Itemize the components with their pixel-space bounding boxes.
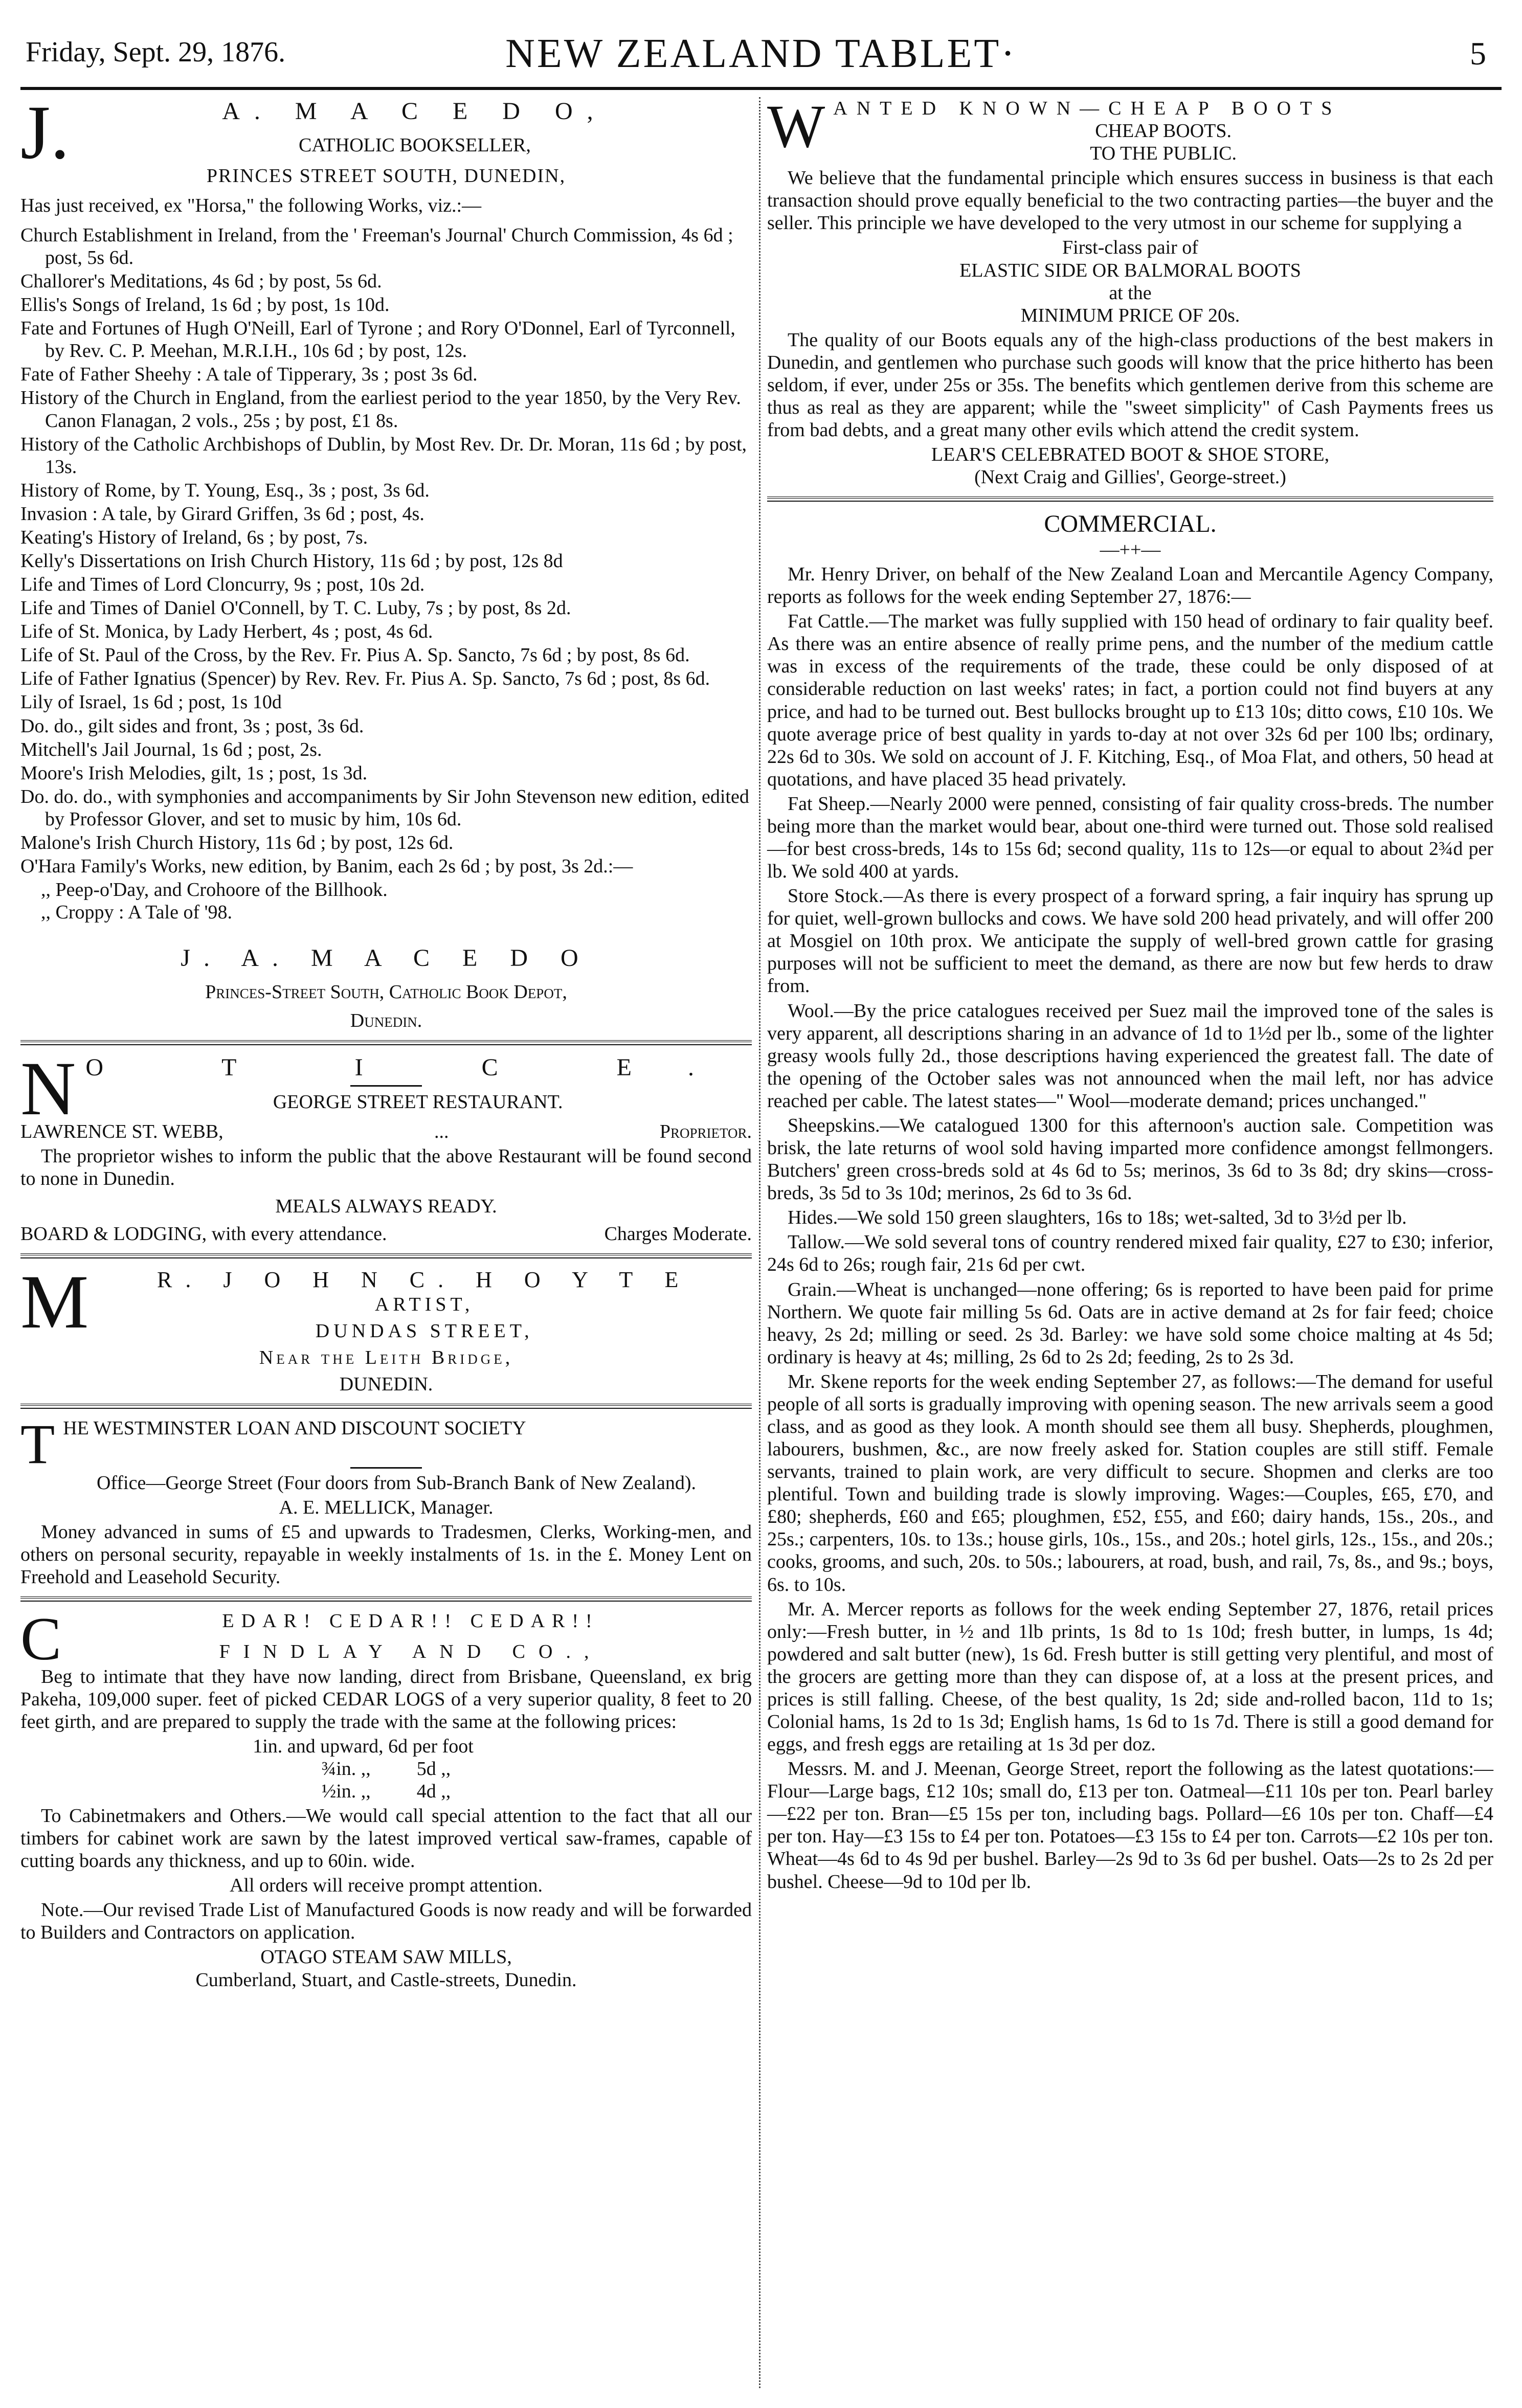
drop-cap-n: N: [20, 1046, 76, 1132]
macedo-role: CATHOLIC BOOKSELLER,: [298, 134, 531, 156]
column-separator: [759, 97, 760, 2388]
left-column: [20, 90, 752, 1991]
divider: [20, 1404, 752, 1409]
list-item: Challorer's Meditations, 4s 6d ; by post, 5s 6d.: [20, 271, 382, 292]
commercial-paragraph: Mr. Skene reports for the week ending September 27, as follows:—The demand for useful people of all sorts is gradually improving with opening season. The new arrivals seem a good class, and as good as they look. A month should see them all busy. Shepherds, ploughmen, labourers, bushmen, &c., are now freely asked for. Station couples are still stiff. Female servants, trained to plain work, are very difficult to secure. Shopmen and clerks are too plentiful. Town and building trade is slowly improving. Wages:—Couples, £65, £70, and £80; shepherds, £60 and £65; ploughmen, £52, £55, and £60; dairy hands, 15s., 20s., and 25s.; carpenters, 10s. to 13s.; house girls, 10s., 15s., and 20s.; hotel girls, 12s., 15s., and 20s.; cooks, grooms, and such, 20s. to 50s.; labourers, at road, bush, and rail, 7s, 8s., and 9s.; boys, 6s. to 10s.: [767, 1370, 1493, 1595]
hoyte-heading: R. J O H N C. H O Y T E: [157, 1267, 692, 1293]
list-item: Life and Times of Lord Cloncurry, 9s ; post, 10s 2d.: [20, 574, 425, 596]
list-item: Malone's Irish Church History, 11s 6d ; by post, 12s 6d.: [20, 831, 454, 853]
list-item: Church Establishment in Ireland, from the ' Freeman's Journal' Church Commission, 4s 6d ; post, 5s 6d.: [20, 224, 733, 268]
drop-cap-c: C: [20, 1605, 62, 1673]
ornament: —++—: [1100, 539, 1161, 560]
boots-cheap: CHEAP BOOTS.: [1095, 120, 1232, 142]
boots-store: LEAR'S CELEBRATED BOOT & SHOE STORE,: [931, 444, 1330, 466]
boots-heading: ANTED KNOWN—CHEAP BOOTS: [833, 98, 1341, 119]
macedo-footer-address: Princes-Street South, Catholic Book Depot,: [205, 981, 567, 1003]
price-value: 4d ,,: [416, 1780, 451, 1802]
board-line: [20, 1223, 752, 1245]
boots-para-1: We believe that the fundamental principle which ensures success in business is that each transaction should prove equally beneficial to the two contracting parties—the buyer and the seller. This principle we have developed to the very utmost in our scheme for supplying a: [767, 167, 1493, 234]
commercial-paragraph: Grain.—Wheat is unchanged—none offering; 6s is reported to have been paid for prime Northern. We quote fair milling 5s 6d. Oats are in active demand at 2s for fair feed; choice heavy, 2s 2d; milling or seed. 2s 3d. Barley: we have sold some choice malting at 4s 5d; ordinary is heavy at 4s; milling, 2s 6d to 2s 2d; feeding, 2s to 2s 3d.: [767, 1278, 1493, 1368]
drop-cap-m: M: [20, 1259, 89, 1345]
list-item: Fate and Fortunes of Hugh O'Neill, Earl of Tyrone ; and Rory O'Donnel, Earl of Tyrconnell, by Rev. C. P. Meehan, M.R.I.H., 10s 6d ; by post, 12s.: [20, 318, 735, 362]
divider: [350, 1467, 422, 1469]
notice-heading: O T I C E.: [85, 1054, 750, 1082]
commercial-paragraph: Wool.—By the price catalogues received per Suez mail the improved tone of the sales is very apparent, all descriptions sharing in an advance of 1d to 1½d per lb., some of the lighter greasy wools fully 2d., those descriptions having experienced the greatest fall. The date of the opening of the October sales was not announced when the mail left, nor has advice reached per cable. The latest states—" Wool—moderate demand; prices unchanged.": [767, 1000, 1493, 1112]
hoyte-advert: [20, 1259, 752, 1395]
macedo-address: PRINCES STREET SOUTH, DUNEDIN,: [206, 165, 566, 187]
commercial-paragraph: Fat Sheep.—Nearly 2000 were penned, consisting of fair quality cross-breds. The number being more than the market would bear, about one-third were turned out. Those sold realised—for best cross-breds, 14s to 15s 6d; second quality, 11s to 12s—or equal to about 2¾d per lb. We sold 400 at yards.: [767, 793, 1493, 883]
list-item: Life of St. Monica, by Lady Herbert, 4s ; post, 4s 6d.: [20, 621, 433, 643]
list-item: Ellis's Songs of Ireland, 1s 6d ; by post, 1s 10d.: [20, 294, 390, 316]
charges-text: Charges Moderate.: [604, 1223, 752, 1245]
newspaper-title: NEW ZEALAND TABLET·: [505, 31, 1017, 76]
macedo-advert: [20, 90, 752, 1032]
page-number: 5: [1470, 35, 1486, 72]
cedar-mills: OTAGO STEAM SAW MILLS,: [260, 1946, 512, 1968]
masthead: [20, 31, 1502, 77]
divider: [20, 1253, 752, 1258]
list-item: Mitchell's Jail Journal, 1s 6d ; post, 2s.: [20, 738, 322, 760]
price-size: ¾in. ,,: [321, 1758, 371, 1780]
boots-elastic: ELASTIC SIDE OR BALMORAL BOOTS: [959, 259, 1301, 281]
divider: [20, 1596, 752, 1602]
list-item: Life and Times of Daniel O'Connell, by T. C. Luby, 7s ; by post, 8s 2d.: [20, 597, 571, 619]
commercial-paragraph: Store Stock.—As there is every prospect of a forward spring, a fair inquiry has sprung up for quiet, well-grown bullocks and cows. We have sold 200 head privately, and will offer 200 at Mosgiel on 10th prox. We anticipate the supply of well-bred grown cattle for grasing purposes will not be sufficient to meet the demand, as there are now but few herds to draw from.: [767, 885, 1493, 997]
cedar-cabinet: To Cabinetmakers and Others.—We would call special attention to the fact that all our timbers for cabinet work are sawn by the latest improved vertical saw-frames, capable of cutting boards any thickness, and up to 60in. wide.: [20, 1805, 752, 1872]
price-row: [20, 1735, 752, 1758]
macedo-footer-name: J. A. M A C E D O: [181, 944, 592, 972]
commercial-paragraph: Messrs. M. and J. Meenan, George Street, report the following as the latest quotations:—Flour—Large bags, £12 10s; small do, £13 per ton. Oatmeal—£11 10s per ton. Pearl barley—£22 per ton. Bran—£5 15s per ton, including bags. Pollard—£6 10s per ton. Chaff—£4 per ton. Hay—£3 15s to £4 per ton. Potatoes—£3 15s to £4 per ton. Carrots—£2 10s per ton. Wheat—4s 6d to 4s 9d per bushel. Barley—2s 9d to 3s 6d per bushel. Oats—2s to 2s 2d per bushel. Cheese—9d to 10d per lb.: [767, 1758, 1493, 1893]
hoyte-street: DUNDAS STREET,: [315, 1320, 533, 1342]
list-item: Life of Father Ignatius (Spencer) by Rev. Rev. Fr. Pius A. Sp. Sancto, 7s 6d ; post, 8s 6d.: [20, 668, 710, 690]
list-subitem: ,, Peep-o'Day, and Crohoore of the Billhook.: [41, 879, 388, 901]
list-item: Life of St. Paul of the Cross, by the Rev. Fr. Pius A. Sp. Sancto, 7s 6d ; by post, 8s 6d.: [20, 644, 690, 666]
proprietor-label: Proprietor.: [659, 1121, 752, 1143]
cedar-advert: [20, 1605, 752, 1991]
right-column: [767, 92, 1493, 1895]
issue-date: Friday, Sept. 29, 1876.: [26, 36, 286, 68]
board-text: BOARD & LODGING, with every attendance.: [20, 1223, 387, 1245]
meals-line: MEALS ALWAYS READY.: [275, 1196, 497, 1218]
list-item: Invasion : A tale, by Girard Griffen, 3s 6d ; post, 4s.: [20, 503, 424, 525]
commercial-paragraph: Tallow.—We sold several tons of country rendered mixed fair quality, £27 to £30; inferior, 24s 6d to 26s; rough fair, 21s 6d per cwt.: [767, 1231, 1493, 1276]
boots-at: at the: [1109, 282, 1152, 304]
restaurant-name: GEORGE STREET RESTAURANT.: [273, 1091, 563, 1113]
commercial-heading: COMMERCIAL.: [1044, 510, 1217, 538]
boots-first: First-class pair of: [1062, 237, 1198, 259]
hoyte-near: Near the Leith Bridge,: [259, 1346, 513, 1368]
list-item: Moore's Irish Melodies, gilt, 1s ; post, 1s 3d.: [20, 762, 368, 784]
westminster-heading: HE WESTMINSTER LOAN AND DISCOUNT SOCIETY: [63, 1417, 526, 1439]
boots-public: TO THE PUBLIC.: [1090, 143, 1237, 165]
boots-minimum: MINIMUM PRICE OF 20s.: [1020, 304, 1240, 326]
price-size: ½in. ,,: [321, 1780, 371, 1802]
drop-cap-w: W: [767, 92, 825, 160]
cedar-address: Cumberland, Stuart, and Castle-streets, Dunedin.: [195, 1969, 577, 1991]
westminster-advert: [20, 1412, 752, 1589]
list-item: Lily of Israel, 1s 6d ; post, 1s 10d: [20, 691, 282, 713]
cedar-note: Note.—Our revised Trade List of Manufactured Goods is now ready and will be forwarded to Builders and Contractors on application.: [20, 1899, 752, 1944]
hoyte-city: DUNEDIN.: [339, 1373, 433, 1395]
divider: [350, 1085, 422, 1087]
list-item: Fate of Father Sheehy : A tale of Tipperary, 3s ; post 3s 6d.: [20, 364, 478, 386]
price-row: [20, 1758, 752, 1780]
proprietor-line: [20, 1120, 752, 1143]
cedar-heading: EDAR! CEDAR!! CEDAR!!: [222, 1610, 599, 1632]
commercial-paragraph: Mr. A. Mercer reports as follows for the week ending September 27, 1876, retail prices only:—Fresh butter, in ½ and 1lb prints, 1s 8d to 1s 10d; fresh butter, in lumps, 1s 4d; powdered and salt butter (new), 1s 6d. Fresh butter is still getting very plentiful, and most of the grocers are getting more than they can dispose of, at a loss at the present prices, and prices is still falling. Cheese, of the best quality, 1s 2d; side and-rolled bacon, 11d to 1s; Colonial hams, 1s 2d to 1s 3d; English hams, 1s 6d to 1s 7d. There is still a good demand for eggs, and fresh eggs are retailing at 1s 3d per doz.: [767, 1598, 1493, 1756]
list-item: Do. do. do., with symphonies and accompaniments by Sir John Stevenson new edition, edited by Professor Glover, and set to music by him, 10s 6d.: [20, 785, 749, 830]
list-item: Do. do., gilt sides and front, 3s ; post, 3s 6d.: [20, 715, 364, 737]
macedo-name: A. M A C E D O,: [222, 98, 608, 125]
masthead-rule: [20, 87, 1502, 90]
drop-cap-j: J.: [20, 90, 70, 175]
list-subitem: ,, Croppy : A Tale of '98.: [41, 902, 232, 924]
boots-para-2: The quality of our Boots equals any of the high-class productions of the best makers in Dunedin, and gentlemen who purchase such goods will know that the price hitherto has been seldom, if ever, under 25s or 35s. The benefits which gentlemen derive from this scheme are thus as real as they are apparent; while the "sweet simplicity" of Cash Payments frees us from bad debts, and a great many other evils which attend the credit system.: [767, 329, 1493, 441]
commercial-paragraph: Hides.—We sold 150 green slaughters, 16s to 18s; wet-salted, 3d to 3½d per lb.: [788, 1207, 1407, 1229]
commercial-paragraph: Mr. Henry Driver, on behalf of the New Zealand Loan and Mercantile Agency Company, reports as follows for the week ending September 27, 1876:—: [767, 564, 1493, 608]
westminster-body: Money advanced in sums of £5 and upwards to Tradesmen, Clerks, Working-men, and others on personal security, repayable in weekly instalments of 1s. in the £. Money Lent on Freehold and Leasehold Security.: [20, 1521, 752, 1588]
commercial-paragraph: Sheepskins.—We catalogued 1300 for this afternoon's auction sale. Competition was brisk, the late returns of wool sold having imparted more confidence amongst fellmongers. Butchers' green cross-breds sold at 4s 6d to 5s; merinos, 3s 6d to 3s 8d; dry skins—cross-breds, 3s 5d to 3s 10d; merinos, 2s 6d to 3s 6d.: [767, 1114, 1493, 1204]
cedar-firm: FINDLAY AND CO.,: [219, 1641, 602, 1663]
cedar-orders: All orders will receive prompt attention.: [229, 1875, 543, 1897]
list-item: History of the Church in England, from the earliest period to the year 1850, by the Very Rev. Canon Flanagan, 2 vols., 25s ; by post, £1 8s.: [20, 387, 741, 432]
divider: [20, 1040, 752, 1045]
cedar-body: Beg to intimate that they have now landing, direct from Brisbane, Queensland, ex brig Pakeha, 109,000 super. feet of picked CEDAR LOGS of a very superior quality, 8 feet to 20 feet girth, and are prepared to supply the trade with the same at the following prices:: [20, 1666, 752, 1732]
westminster-manager: A. E. MELLICK, Manager.: [279, 1497, 494, 1519]
price-row: [20, 1780, 752, 1803]
list-item: Keating's History of Ireland, 6s ; by post, 7s.: [20, 526, 368, 548]
boots-store-address: (Next Craig and Gillies', George-street.): [974, 466, 1286, 488]
proprietor-name: LAWRENCE ST. WEBB,: [20, 1121, 223, 1143]
price-value: 5d ,,: [416, 1758, 451, 1780]
drop-cap-t: T: [20, 1412, 55, 1475]
ellipsis: ...: [434, 1121, 449, 1143]
book-list: [20, 224, 752, 924]
divider: [767, 497, 1493, 502]
commercial-section: [767, 510, 1493, 1893]
boots-advert: [767, 92, 1493, 488]
macedo-footer-city: Dunedin.: [350, 1010, 422, 1031]
hoyte-role: ARTIST,: [374, 1293, 474, 1315]
price-list: [20, 1735, 752, 1803]
list-item: O'Hara Family's Works, new edition, by Banim, each 2s 6d ; by post, 3s 2d.:—: [20, 856, 633, 877]
list-item: History of the Catholic Archbishops of Dublin, by Most Rev. Dr. Dr. Moran, 11s 6d ; by post, 13s.: [20, 433, 747, 478]
list-item: Kelly's Dissertations on Irish Church History, 11s 6d ; by post, 12s 8d: [20, 550, 563, 572]
price-size: 1in. and upward, 6d per foot: [253, 1735, 474, 1757]
commercial-paragraph: Fat Cattle.—The market was fully supplied with 150 head of ordinary to fair quality beef. As there was an entire absence of really prime pens, and the number of the medium cattle was in excess of the requirements of the trade, these could be only disposed of at considerable reduction on last weeks' rates; in fact, a portion could not find buyers at any price, and had to be turned out. Best bullocks brought up to £13 10s; ditto cows, £10 10s. We quote average price of best quality in yards to-day at not over 32s 6d per 100 lbs; ordinary, 22s 6d to 30s. We sold on account of J. F. Kitching, Esq., of Moa Flat, and others, 50 head at quotations, and have placed 35 head privately.: [767, 611, 1493, 790]
notice-advert: [20, 1046, 752, 1245]
notice-body: The proprietor wishes to inform the public that the above Restaurant will be found second to none in Dunedin.: [20, 1145, 752, 1190]
macedo-intro: Has just received, ex "Horsa," the following Works, viz.:—: [20, 194, 482, 216]
list-item: History of Rome, by T. Young, Esq., 3s ; post, 3s 6d.: [20, 479, 430, 501]
westminster-office: Office—George Street (Four doors from Sub-Branch Bank of New Zealand).: [96, 1472, 697, 1494]
